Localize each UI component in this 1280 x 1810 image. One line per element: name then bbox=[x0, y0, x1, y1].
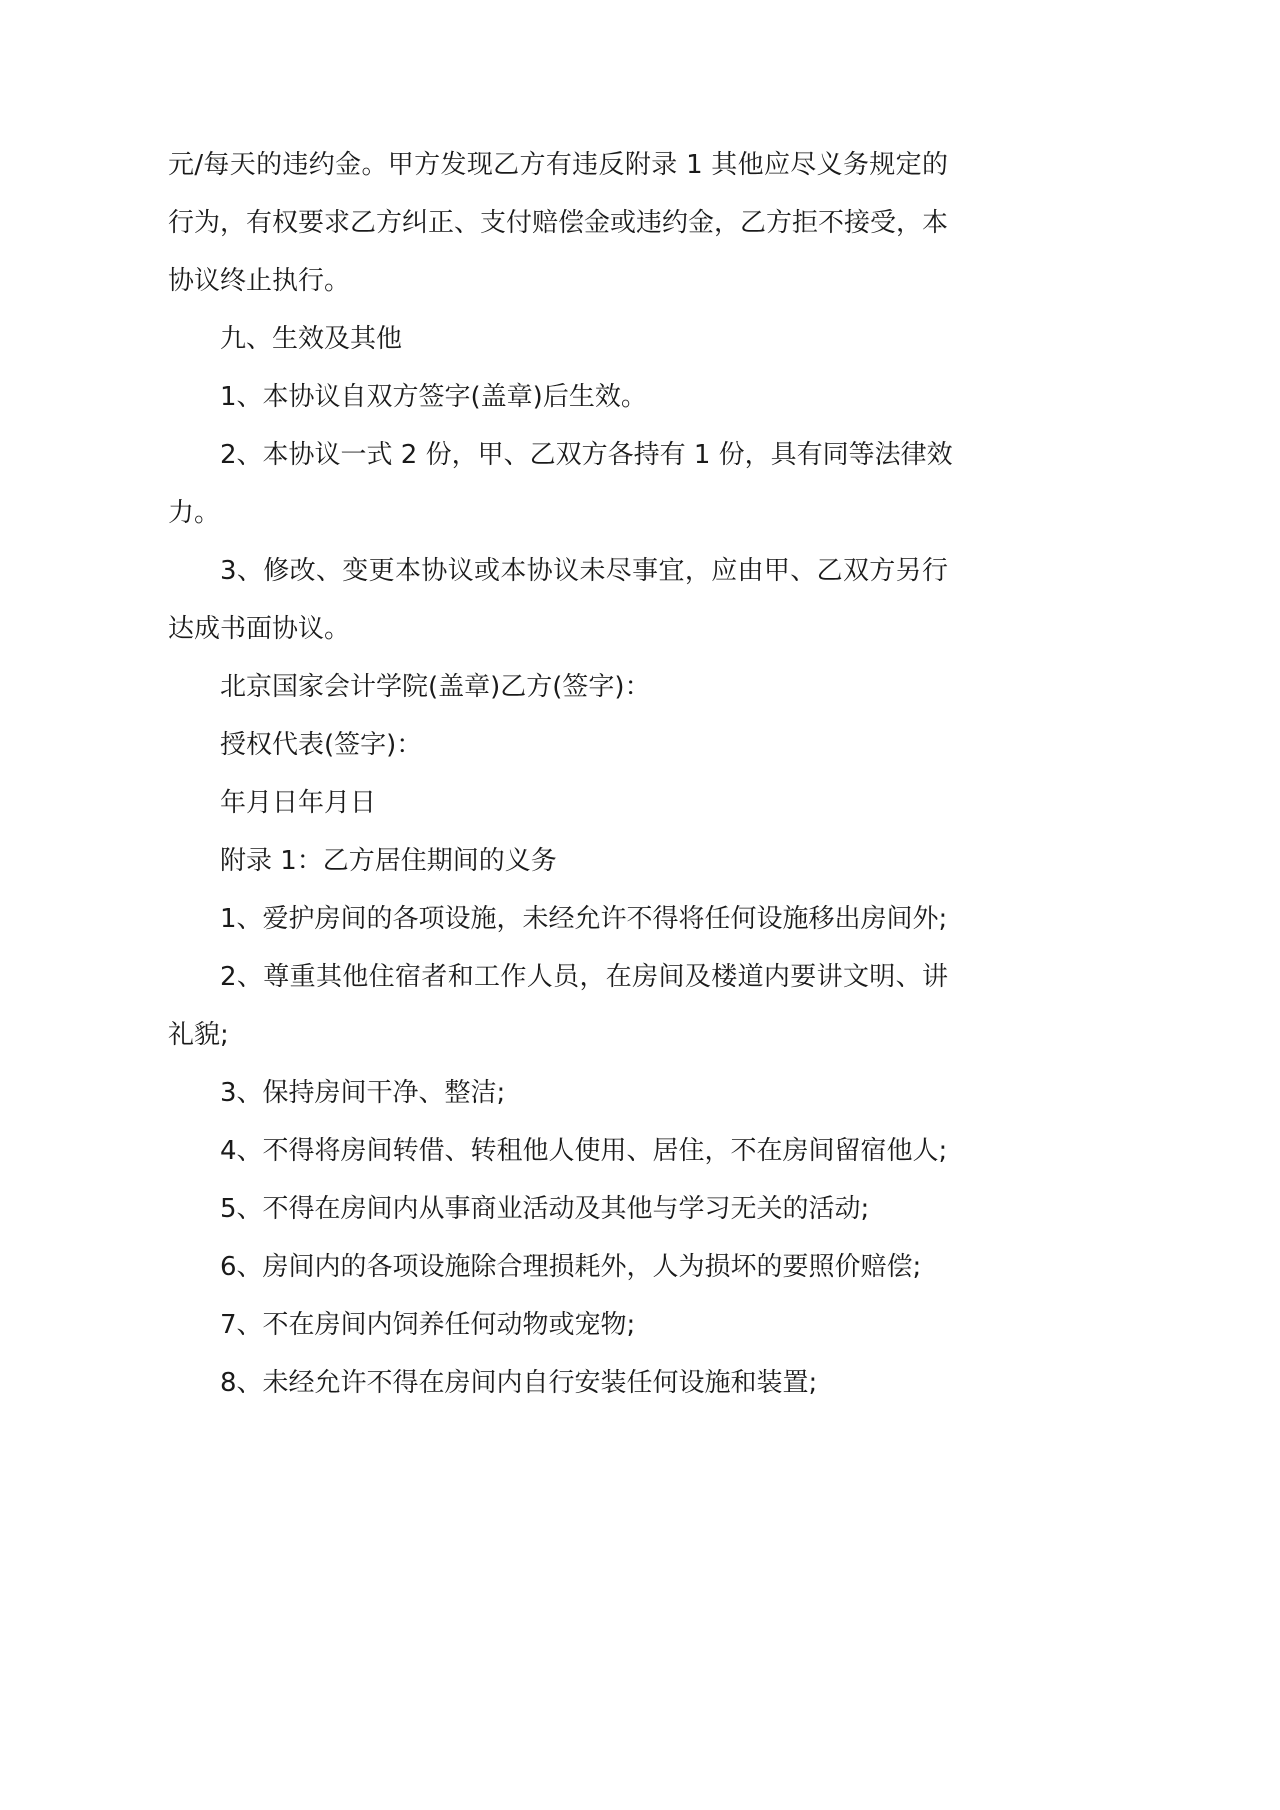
paragraph-line: 协议终止执行。 bbox=[168, 266, 351, 296]
obligation-item: 2、尊重其他住宿者和工作人员，在房间及楼道内要讲文明、讲 bbox=[220, 962, 948, 992]
clause-item: 3、修改、变更本协议或本协议未尽事宜，应由甲、乙双方另行 bbox=[220, 556, 948, 586]
obligation-item: 6、房间内的各项设施除合理损耗外，人为损坏的要照价赔偿; bbox=[220, 1252, 922, 1282]
appendix-title: 附录 1：乙方居住期间的义务 bbox=[220, 846, 557, 876]
clause-item-continuation: 达成书面协议。 bbox=[168, 614, 351, 644]
paragraph-line: 行为，有权要求乙方纠正、支付赔偿金或违约金，乙方拒不接受，本 bbox=[168, 208, 949, 238]
signature-representative-line: 授权代表(签字)： bbox=[220, 730, 423, 760]
paragraph-line: 元/每天的违约金。甲方发现乙方有违反附录 1 其他应尽义务规定的 bbox=[168, 150, 948, 180]
obligation-item: 5、不得在房间内从事商业活动及其他与学习无关的活动; bbox=[220, 1194, 870, 1224]
obligation-item: 3、保持房间干净、整洁; bbox=[220, 1078, 506, 1108]
obligation-item-continuation: 礼貌; bbox=[168, 1020, 229, 1050]
signature-party-line: 北京国家会计学院(盖章)乙方(签字)： bbox=[220, 672, 651, 702]
obligation-item: 1、爱护房间的各项设施，未经允许不得将任何设施移出房间外; bbox=[220, 904, 948, 934]
section-heading: 九、生效及其他 bbox=[220, 324, 403, 354]
signature-date-line: 年月日年月日 bbox=[220, 788, 377, 818]
clause-item: 2、本协议一式 2 份，甲、乙双方各持有 1 份，具有同等法律效 bbox=[220, 440, 953, 470]
obligation-item: 7、不在房间内饲养任何动物或宠物; bbox=[220, 1310, 636, 1340]
clause-item-continuation: 力。 bbox=[168, 498, 221, 528]
obligation-item: 4、不得将房间转借、转租他人使用、居住，不在房间留宿他人; bbox=[220, 1136, 948, 1166]
clause-item: 1、本协议自双方签字(盖章)后生效。 bbox=[220, 382, 647, 412]
obligation-item: 8、未经允许不得在房间内自行安装任何设施和装置; bbox=[220, 1368, 818, 1398]
